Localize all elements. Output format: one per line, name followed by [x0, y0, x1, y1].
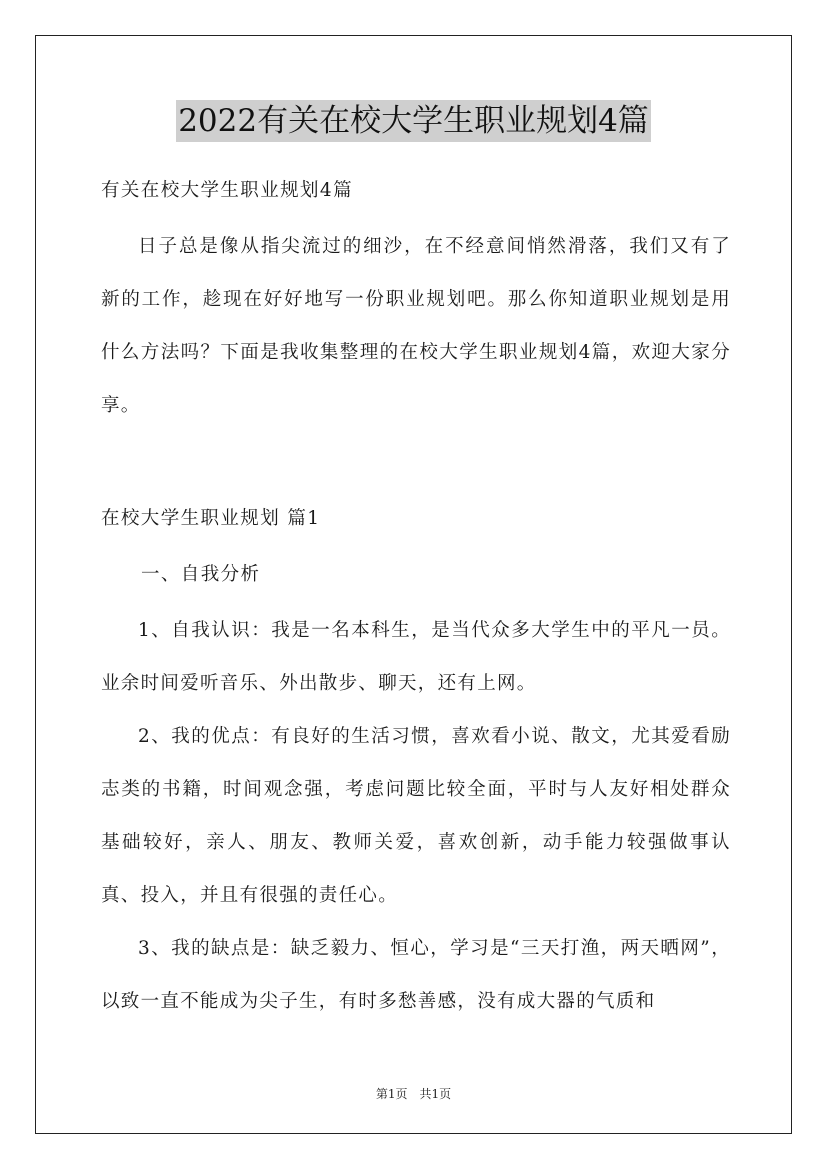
subtitle: 有关在校大学生职业规划4篇	[101, 180, 353, 201]
item-weaknesses: 3、我的缺点是：缺乏毅力、恒心，学习是“三天打渔，两天晒网”，以致一直不能成为尖子生，有时多愁善感，没有成大器的气质和	[101, 938, 731, 1012]
page-footer: 第1页 共1页	[375, 1087, 452, 1101]
document-title: 2022有关在校大学生职业规划4篇	[176, 100, 651, 142]
subheading-self-analysis: 一、自我分析	[141, 564, 261, 585]
intro-paragraph: 日子总是像从指尖流过的细沙，在不经意间悄然滑落，我们又有了新的工作，趁现在好好地写一份职业规划吧。那么你知道职业规划是用什么方法吗？下面是我收集整理的在校大学生职业规划4篇，欢迎大家分享。	[101, 236, 731, 416]
item-self-awareness: 1、自我认识：我是一名本科生，是当代众多大学生中的平凡一员。业余时间爱听音乐、外出散步、聊天，还有上网。	[101, 620, 731, 694]
section-heading: 在校大学生职业规划 篇1	[101, 508, 321, 529]
item-strengths: 2、我的优点：有良好的生活习惯，喜欢看小说、散文，尤其爱看励志类的书籍，时间观念强，考虑问题比较全面，平时与人友好相处群众基础较好，亲人、朋友、教师关爱，喜欢创新，动手能力较强做事认真、投入，并且有很强的责任心。	[101, 726, 731, 906]
title-wrap	[0, 100, 827, 142]
